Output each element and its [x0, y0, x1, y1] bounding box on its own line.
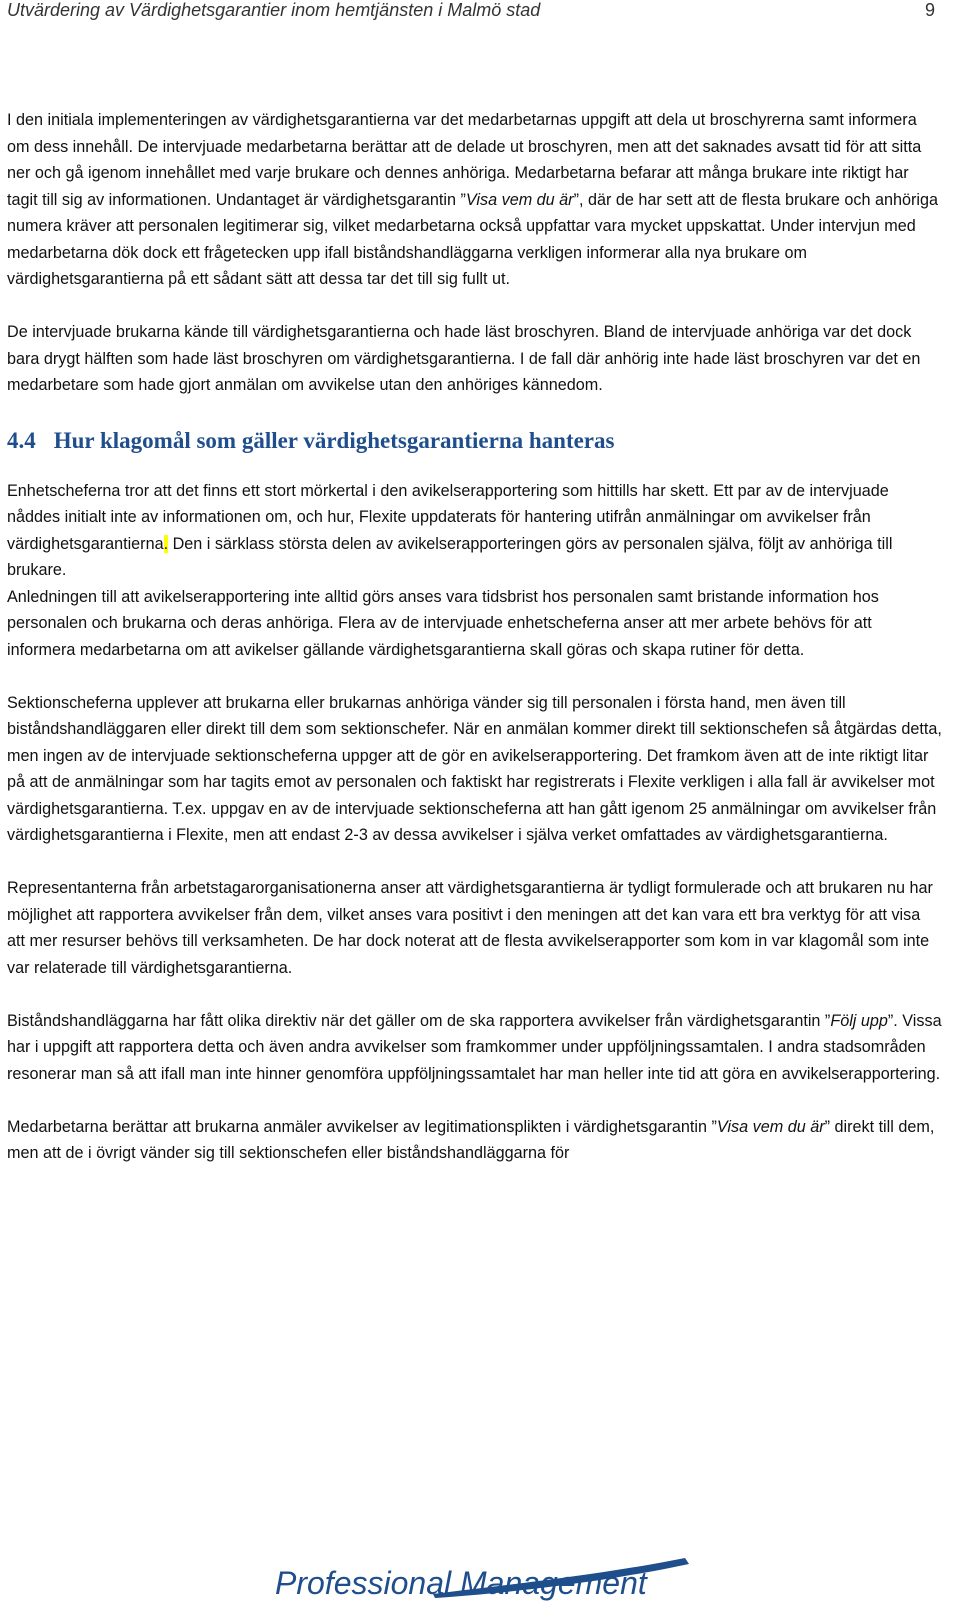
page-header — [7, 0, 960, 24]
section-title: Hur klagomål som gäller värdighetsgarantierna hanteras — [53, 427, 615, 453]
logo-text: Professional Management — [275, 1565, 647, 1601]
section-number: 4.4 — [7, 427, 36, 453]
header-title: Utvärdering av Värdighetsgarantier inom hemtjänsten i Malmö stad — [7, 0, 541, 20]
paragraph-8: Medarbetarna berättar att brukarna anmäler avvikelser av legitimationsplikten i värdighetsgarantin ”Visa vem du är” direkt till dem, men att de i övrigt vänder sig till sektionschefen eller biståndshandläggarna för — [7, 1117, 935, 1162]
highlight-mark: . — [163, 534, 169, 553]
document-body — [7, 107, 942, 1193]
paragraph-5: Sektionscheferna upplever att brukarna eller brukarnas anhöriga vänder sig till personalen i första hand, men även till biståndshandläggaren eller direkt till dem som sektionschefer. När en anmälan kommer direkt till sektionschefen så åtgärdas detta, men ingen av de intervjuade sektionscheferna uppger att de gör en avikelserapportering. Det framkom även att de inte riktigt litar på att de anmälningar som har tagits emot av personalen och faktiskt har registrerats i Flexite verkligen i alla fall är avvikelser mot värdighetsgarantierna. T.ex. uppgav en av de intervjuade sektionscheferna att han gått igenom 25 anmälningar om avvikelser från värdighetsgarantierna i Flexite, men att endast 2-3 av dessa avvikelser i själva verket omfattades av värdighetsgarantierna. — [7, 693, 942, 844]
paragraph-2: De intervjuade brukarna kände till värdighetsgarantierna och hade läst broschyren. Bland de intervjuade anhöriga var det dock bara drygt hälften som hade läst broschyren om värdighetsgarantierna. I de fall där anhörig inte hade läst broschyren var det en medarbetare som hade gjort anmälan om avvikelse utan den anhöriges kännedom. — [7, 323, 921, 394]
section-heading — [7, 426, 942, 456]
paragraph-7: Biståndshandläggarna har fått olika direktiv när det gäller om de ska rapportera avvikelser från värdighetsgarantin ”Följ upp”. Vissa har i uppgift att rapportera detta och även andra avvikelser som framkommer under uppföljningssamtalen. I andra stadsområden resonerar man så att ifall man inte hinner genomföra uppföljningssamtalet har man heller inte tid att göra en avvikelserapportering. — [7, 1011, 942, 1083]
professional-management-logo — [265, 1556, 695, 1610]
paragraph-3: Enhetscheferna tror att det finns ett stort mörkertal i den avikelserapportering som hittills har skett. Ett par av de intervjuade nåddes initialt inte av informationen om, och hur, Flexite uppdaterats för hantering utifrån anmälningar om avvikelser från värdighetsgarantierna. Den i särklass största delen av avikelserapporteringen görs av personalen själva, följt av anhöriga till brukare. — [7, 481, 893, 579]
paragraph-6: Representanterna från arbetstagarorganisationerna anser att värdighetsgarantierna är tydligt formulerade och att brukaren nu har möjlighet att rapportera avvikelser från dem, vilket anses vara positivt i den meningen att det kan vara ett bra verktyg för att visa att mer resurser behövs till verksamheten. De har dock noterat att de flesta avvikelserapporter som kom in var klagomål som inte var relaterade till värdighetsgarantierna. — [7, 879, 933, 977]
paragraph-1: I den initiala implementeringen av värdighetsgarantierna var det medarbetarnas uppgift att dela ut broschyrerna samt informera om dess innehåll. De intervjuade medarbetarna berättar att de delade ut broschyren, men att det saknades avsatt tid för att sitta ner och gå igenom innehållet med varje brukare och dennes anhöriga. Medarbetarna befarar att många brukare inte riktigt har tagit till sig av informationen. Undantaget är värdighetsgarantin ”Visa vem du är”, där de har sett att de flesta brukare och anhöriga numera kräver att personalen legitimerar sig, vilket medarbetarna också uppfattar vara mycket uppskattat. Under intervjun med medarbetarna dök dock ett frågetecken upp ifall biståndshandläggarna verkligen informerar alla nya brukare om värdighetsgarantierna på ett sådant sätt att dessa tar det till sig fullt ut. — [7, 111, 939, 288]
paragraph-4: Anledningen till att avikelserapportering inte alltid görs anses vara tidsbrist hos personalen samt bristande information hos personalen och brukarna och deras anhöriga. Flera av de intervjuade enhetscheferna anser att mer arbete behövs för att informera medarbetarna om att avikelser gällande värdighetsgarantierna skall göras och skapa rutiner för detta. — [7, 587, 879, 659]
italic-guarantee-name: Visa vem du är — [465, 190, 574, 209]
italic-guarantee-name: Visa vem du är — [716, 1117, 825, 1136]
italic-guarantee-name: Följ upp — [830, 1011, 888, 1030]
logo-graphic — [265, 1556, 695, 1610]
page-number: 9 — [924, 0, 935, 20]
